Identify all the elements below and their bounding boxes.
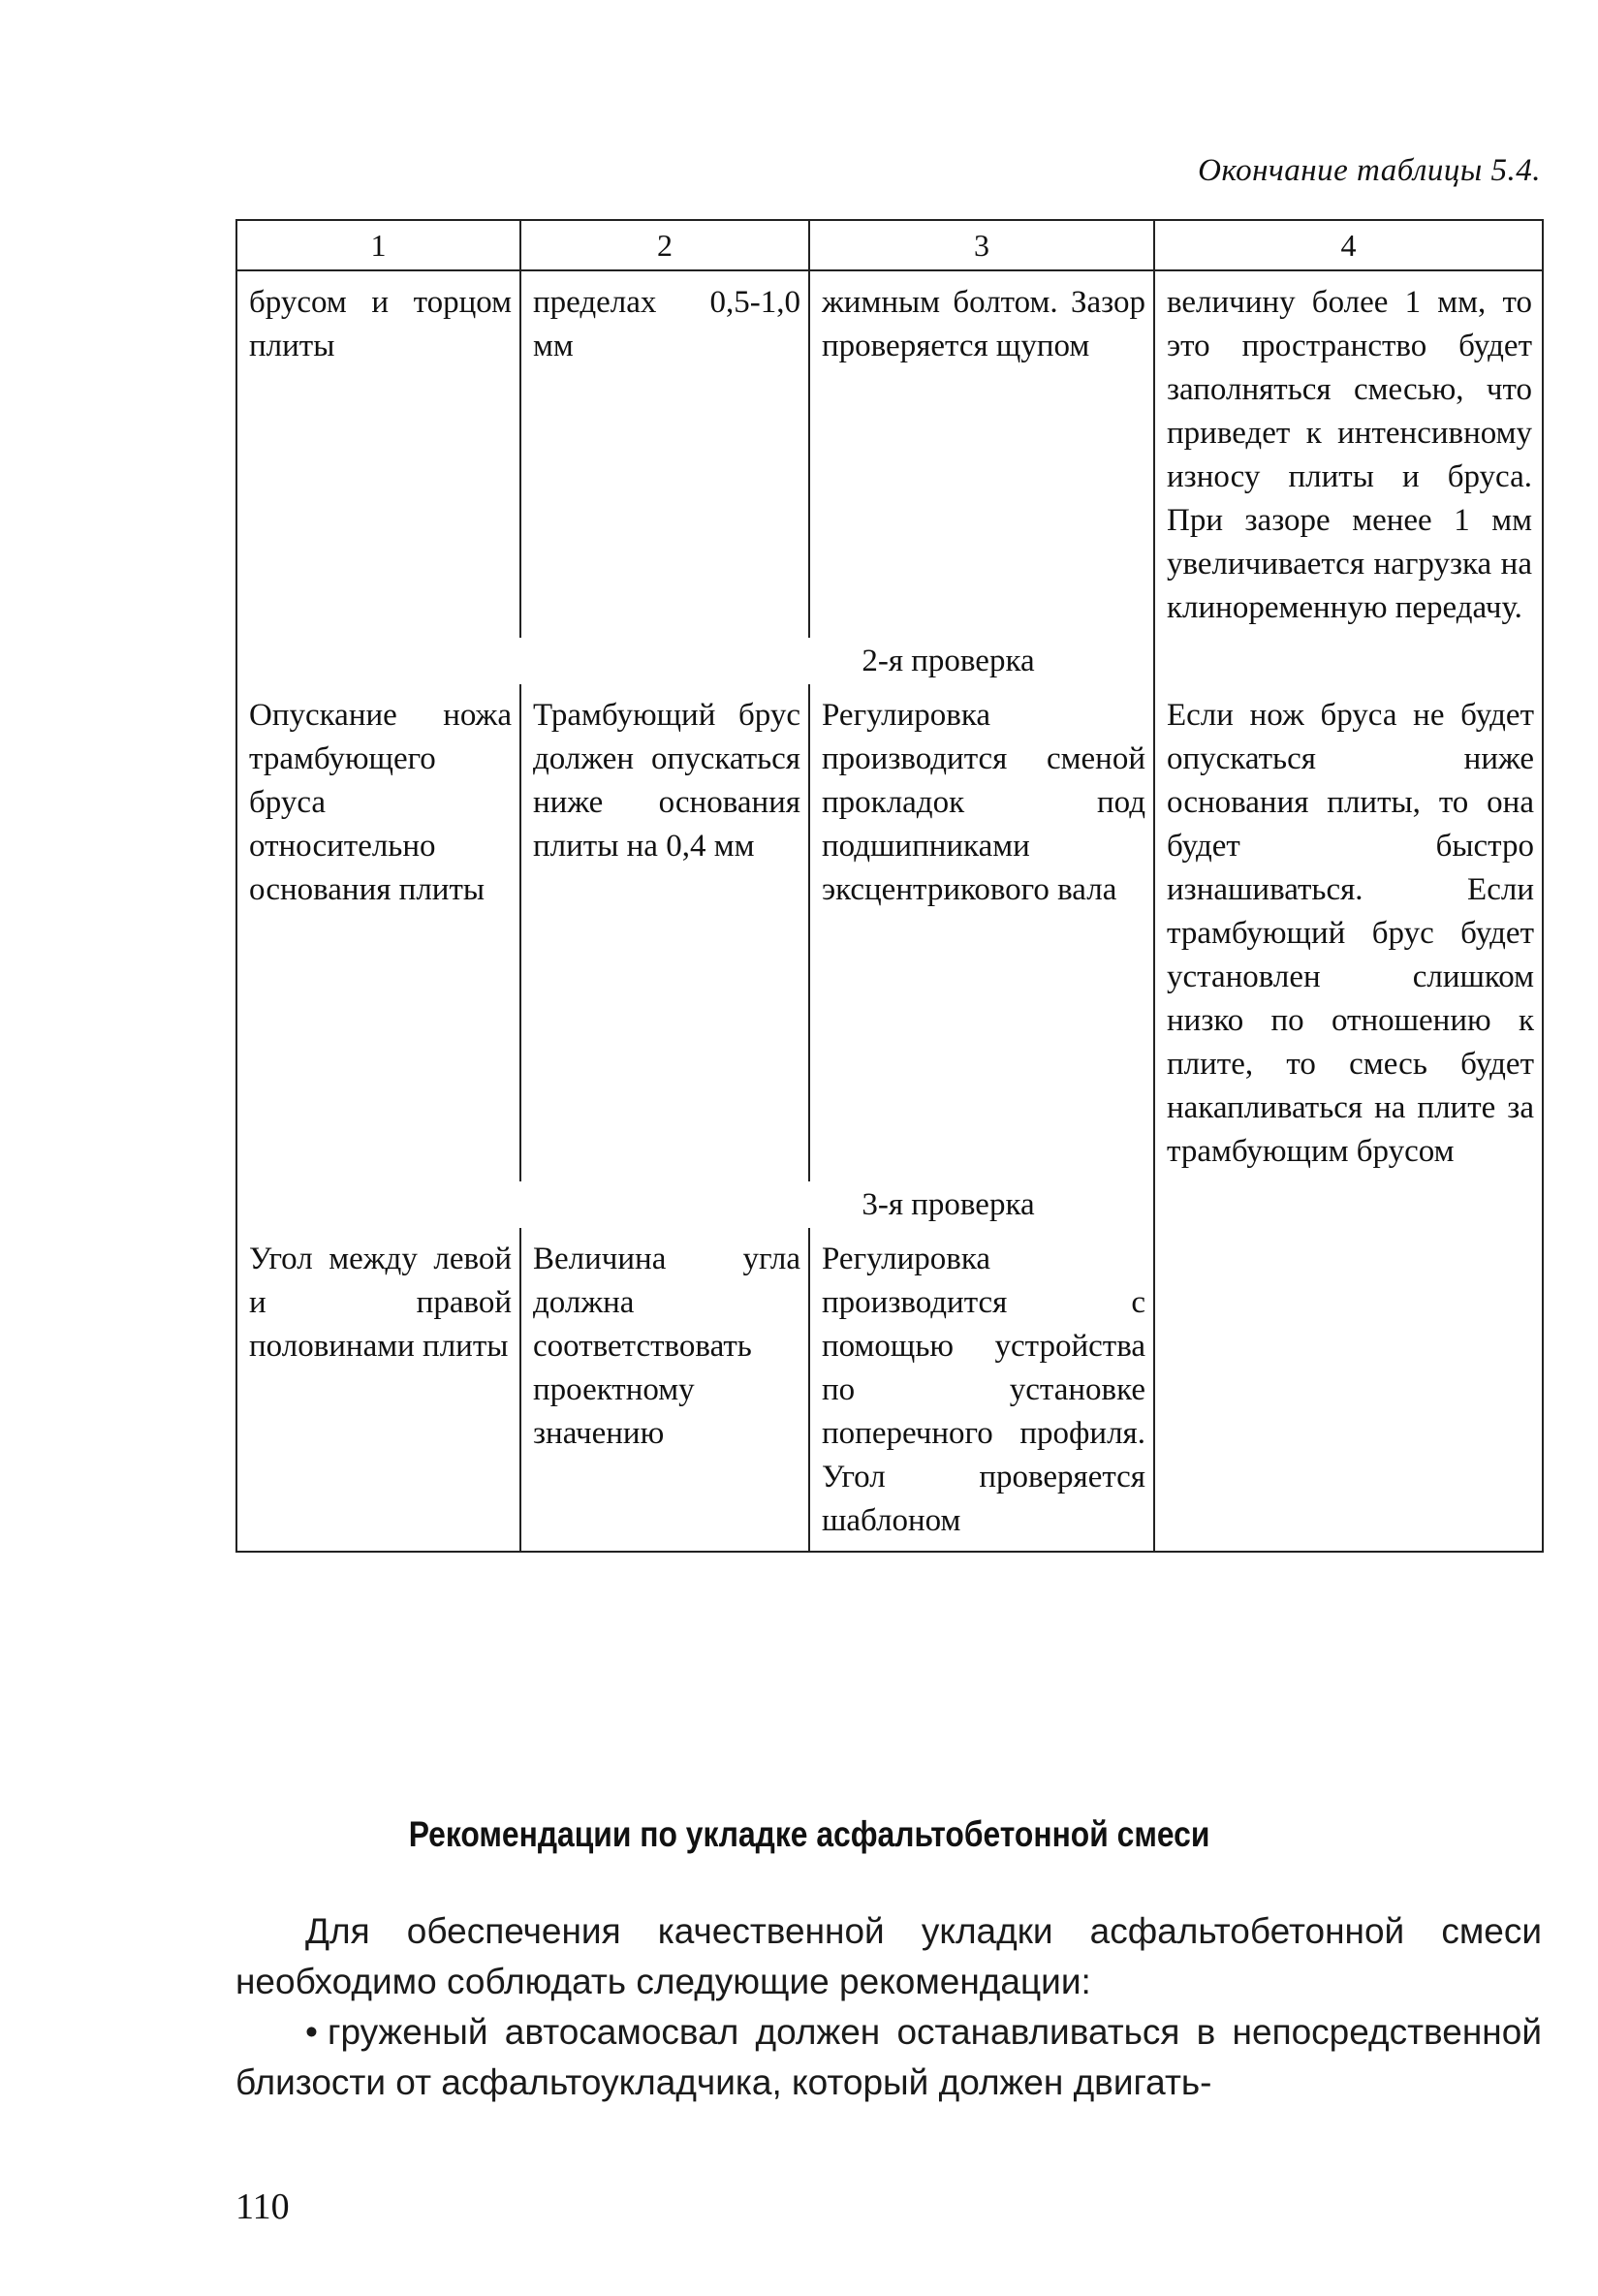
- table-cell: [1155, 1228, 1542, 1245]
- table-row: [236, 1228, 1543, 1552]
- table-cell: Если нож бруса не будет опускаться ниже основания плиты, то она будет быстро изнашиваться. Если трамбующий брус будет установлен слишком низко по отношению к плите, то смесь будет накапливаться на плите за трамбующим брусом: [1167, 698, 1534, 1169]
- table-cell: жимным болтом. Зазор проверяется щупом: [822, 285, 1145, 363]
- bullet-item: [235, 2007, 1542, 2108]
- column-header-4: 4: [1154, 220, 1543, 270]
- section-row: [236, 638, 1543, 684]
- section-label: 3-я проверка: [862, 1187, 1035, 1222]
- table-cell: Регулировка производится с помощью устройства по установке поперечного профиля. Угол проверяется шаблоном: [822, 1242, 1145, 1538]
- table-header-row: [236, 220, 1543, 270]
- table-row: [236, 684, 1543, 1181]
- table-cell: величину более 1 мм, то это пространство будет заполняться смесью, что приведет к интенсивному износу плиты и бруса. При зазоре менее 1 мм увеличивается нагрузка на клиноременную передачу.: [1167, 285, 1532, 625]
- table-cell: пределах 0,5-1,0 мм: [533, 285, 800, 363]
- table-cell: брусом и торцом плиты: [249, 285, 512, 363]
- table-cell: Регулировка производится сменой прокладок под подшипниками эксцентрикового вала: [822, 698, 1145, 907]
- table-cell: Угол между левой и правой половинами плиты: [249, 1242, 512, 1364]
- section-heading: Рекомендации по укладке асфальтобетонной смеси: [408, 1814, 1210, 1854]
- table-cell: Величина угла должна соответствовать проектному значению: [533, 1242, 800, 1451]
- table-row: [236, 270, 1543, 638]
- page-number: 110: [235, 2186, 290, 2227]
- table-cell: Опускание ножа трамбующего бруса относительно основания плиты: [249, 698, 512, 907]
- table: [235, 219, 1544, 1553]
- column-header-3: 3: [809, 220, 1154, 270]
- section-label: 2-я проверка: [862, 644, 1035, 678]
- table-caption: Окончание таблицы 5.4.: [1198, 153, 1541, 188]
- column-header-1: 1: [236, 220, 520, 270]
- table-cell: Трамбующий брус должен опускаться ниже основания плиты на 0,4 мм: [533, 698, 800, 864]
- section-row: [236, 1181, 1543, 1228]
- bullet-text: груженый автосамосвал должен останавливаться в непосредственной близости от асфальтоукладчика, который должен двигать-: [235, 2012, 1542, 2102]
- paragraph: Для обеспечения качественной укладки асфальтобетонной смеси необходимо соблюдать следующие рекомендации:: [235, 1911, 1542, 2001]
- column-header-2: 2: [520, 220, 809, 270]
- bullet-icon: •: [305, 2012, 318, 2052]
